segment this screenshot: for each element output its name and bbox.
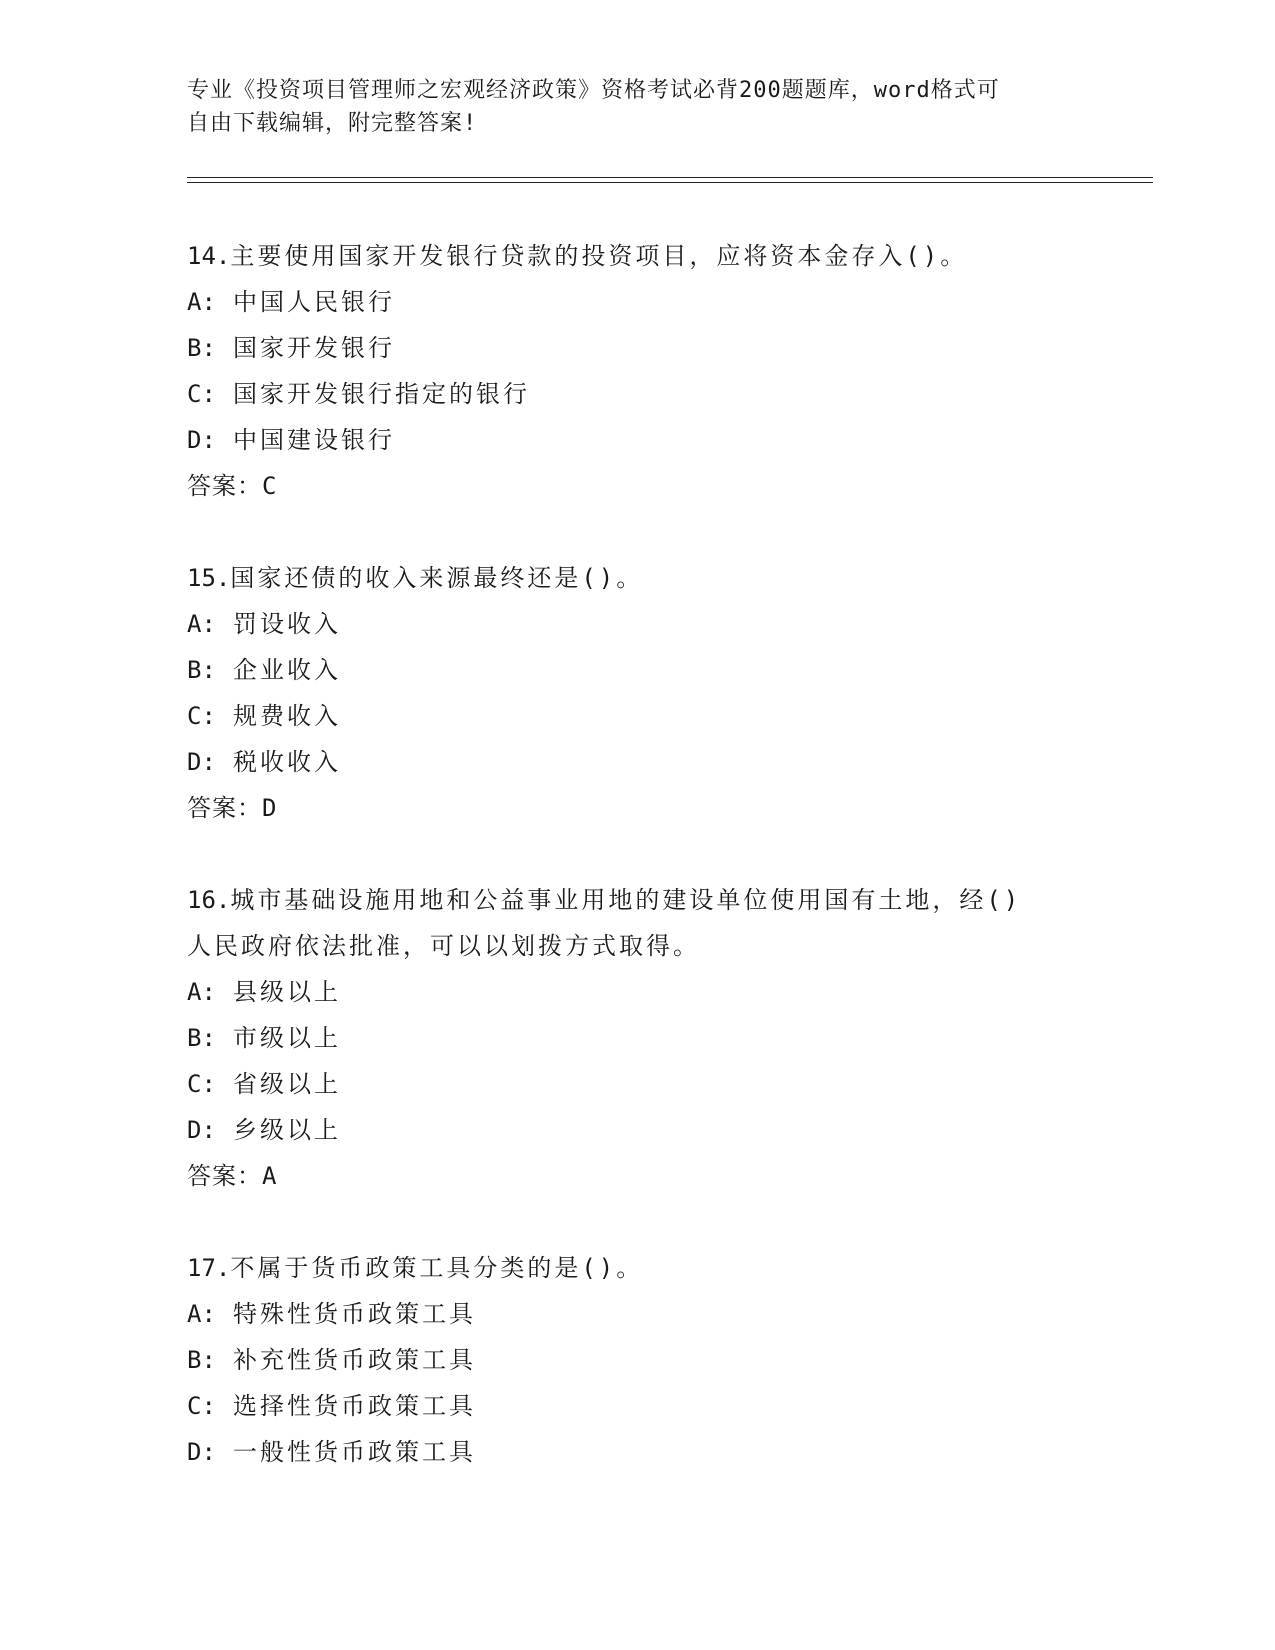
header-line-1: 专业《投资项目管理师之宏观经济政策》资格考试必背200题题库，word格式可 bbox=[187, 78, 1000, 103]
question-number: 16. bbox=[187, 886, 231, 914]
option-a bbox=[187, 601, 1087, 647]
option-key: D: bbox=[187, 748, 216, 776]
option-text: 罚设收入 bbox=[233, 610, 341, 638]
option-key: D: bbox=[187, 426, 216, 454]
option-key: A: bbox=[187, 288, 216, 316]
answer-label: 答案： bbox=[187, 794, 262, 822]
option-text: 企业收入 bbox=[233, 656, 341, 684]
option-text: 选择性货币政策工具 bbox=[233, 1392, 476, 1420]
question-15 bbox=[187, 555, 1087, 831]
answer-line bbox=[187, 785, 1087, 831]
answer-line bbox=[187, 1153, 1087, 1199]
question-stem bbox=[187, 877, 1087, 923]
question-stem bbox=[187, 233, 1087, 279]
option-d bbox=[187, 739, 1087, 785]
option-c bbox=[187, 693, 1087, 739]
question-16 bbox=[187, 877, 1087, 1199]
option-c bbox=[187, 1061, 1087, 1107]
question-stem-continuation: 人民政府依法批准，可以以划拨方式取得。 bbox=[187, 932, 700, 960]
option-a bbox=[187, 969, 1087, 1015]
option-text: 一般性货币政策工具 bbox=[233, 1438, 476, 1466]
option-text: 税收收入 bbox=[233, 748, 341, 776]
question-text: 不属于货币政策工具分类的是()。 bbox=[230, 1254, 644, 1282]
question-text: 国家还债的收入来源最终还是()。 bbox=[230, 564, 644, 592]
header-line-2: 自由下载编辑，附完整答案! bbox=[187, 111, 478, 136]
option-text: 市级以上 bbox=[233, 1024, 341, 1052]
question-text: 城市基础设施用地和公益事业用地的建设单位使用国有土地，经() bbox=[230, 886, 1022, 914]
option-b bbox=[187, 1337, 1087, 1383]
option-a bbox=[187, 1291, 1087, 1337]
option-key: A: bbox=[187, 610, 216, 638]
option-b bbox=[187, 647, 1087, 693]
answer-label: 答案： bbox=[187, 1162, 262, 1190]
option-key: D: bbox=[187, 1438, 216, 1466]
question-stem bbox=[187, 555, 1087, 601]
option-key: B: bbox=[187, 656, 216, 684]
question-17 bbox=[187, 1245, 1087, 1475]
answer-value: A bbox=[262, 1162, 277, 1190]
answer-value: C bbox=[262, 472, 277, 500]
question-number: 14. bbox=[187, 242, 231, 270]
option-key: C: bbox=[187, 1070, 216, 1098]
document-header bbox=[187, 74, 1087, 140]
option-c bbox=[187, 1383, 1087, 1429]
question-number: 15. bbox=[187, 564, 231, 592]
question-list bbox=[187, 233, 1087, 1521]
option-b bbox=[187, 1015, 1087, 1061]
option-text: 中国人民银行 bbox=[233, 288, 395, 316]
option-c bbox=[187, 371, 1087, 417]
option-text: 县级以上 bbox=[233, 978, 341, 1006]
option-text: 乡级以上 bbox=[233, 1116, 341, 1144]
option-a bbox=[187, 279, 1087, 325]
option-key: C: bbox=[187, 1392, 216, 1420]
option-key: A: bbox=[187, 1300, 216, 1328]
question-number: 17. bbox=[187, 1254, 231, 1282]
option-d bbox=[187, 1429, 1087, 1475]
option-text: 国家开发银行 bbox=[233, 334, 395, 362]
option-b bbox=[187, 325, 1087, 371]
question-14 bbox=[187, 233, 1087, 509]
option-key: C: bbox=[187, 702, 216, 730]
option-d bbox=[187, 1107, 1087, 1153]
answer-value: D bbox=[262, 794, 277, 822]
option-key: A: bbox=[187, 978, 216, 1006]
option-key: B: bbox=[187, 1024, 216, 1052]
answer-label: 答案： bbox=[187, 472, 262, 500]
header-divider-bottom bbox=[187, 182, 1153, 183]
option-text: 特殊性货币政策工具 bbox=[233, 1300, 476, 1328]
option-key: B: bbox=[187, 334, 216, 362]
option-d bbox=[187, 417, 1087, 463]
option-text: 补充性货币政策工具 bbox=[233, 1346, 476, 1374]
option-text: 规费收入 bbox=[233, 702, 341, 730]
option-key: C: bbox=[187, 380, 216, 408]
answer-line bbox=[187, 463, 1087, 509]
question-text: 主要使用国家开发银行贷款的投资项目，应将资本金存入()。 bbox=[230, 242, 968, 270]
option-key: B: bbox=[187, 1346, 216, 1374]
header-divider-top bbox=[187, 177, 1153, 178]
question-stem bbox=[187, 1245, 1087, 1291]
option-text: 国家开发银行指定的银行 bbox=[233, 380, 530, 408]
option-key: D: bbox=[187, 1116, 216, 1144]
option-text: 省级以上 bbox=[233, 1070, 341, 1098]
option-text: 中国建设银行 bbox=[233, 426, 395, 454]
